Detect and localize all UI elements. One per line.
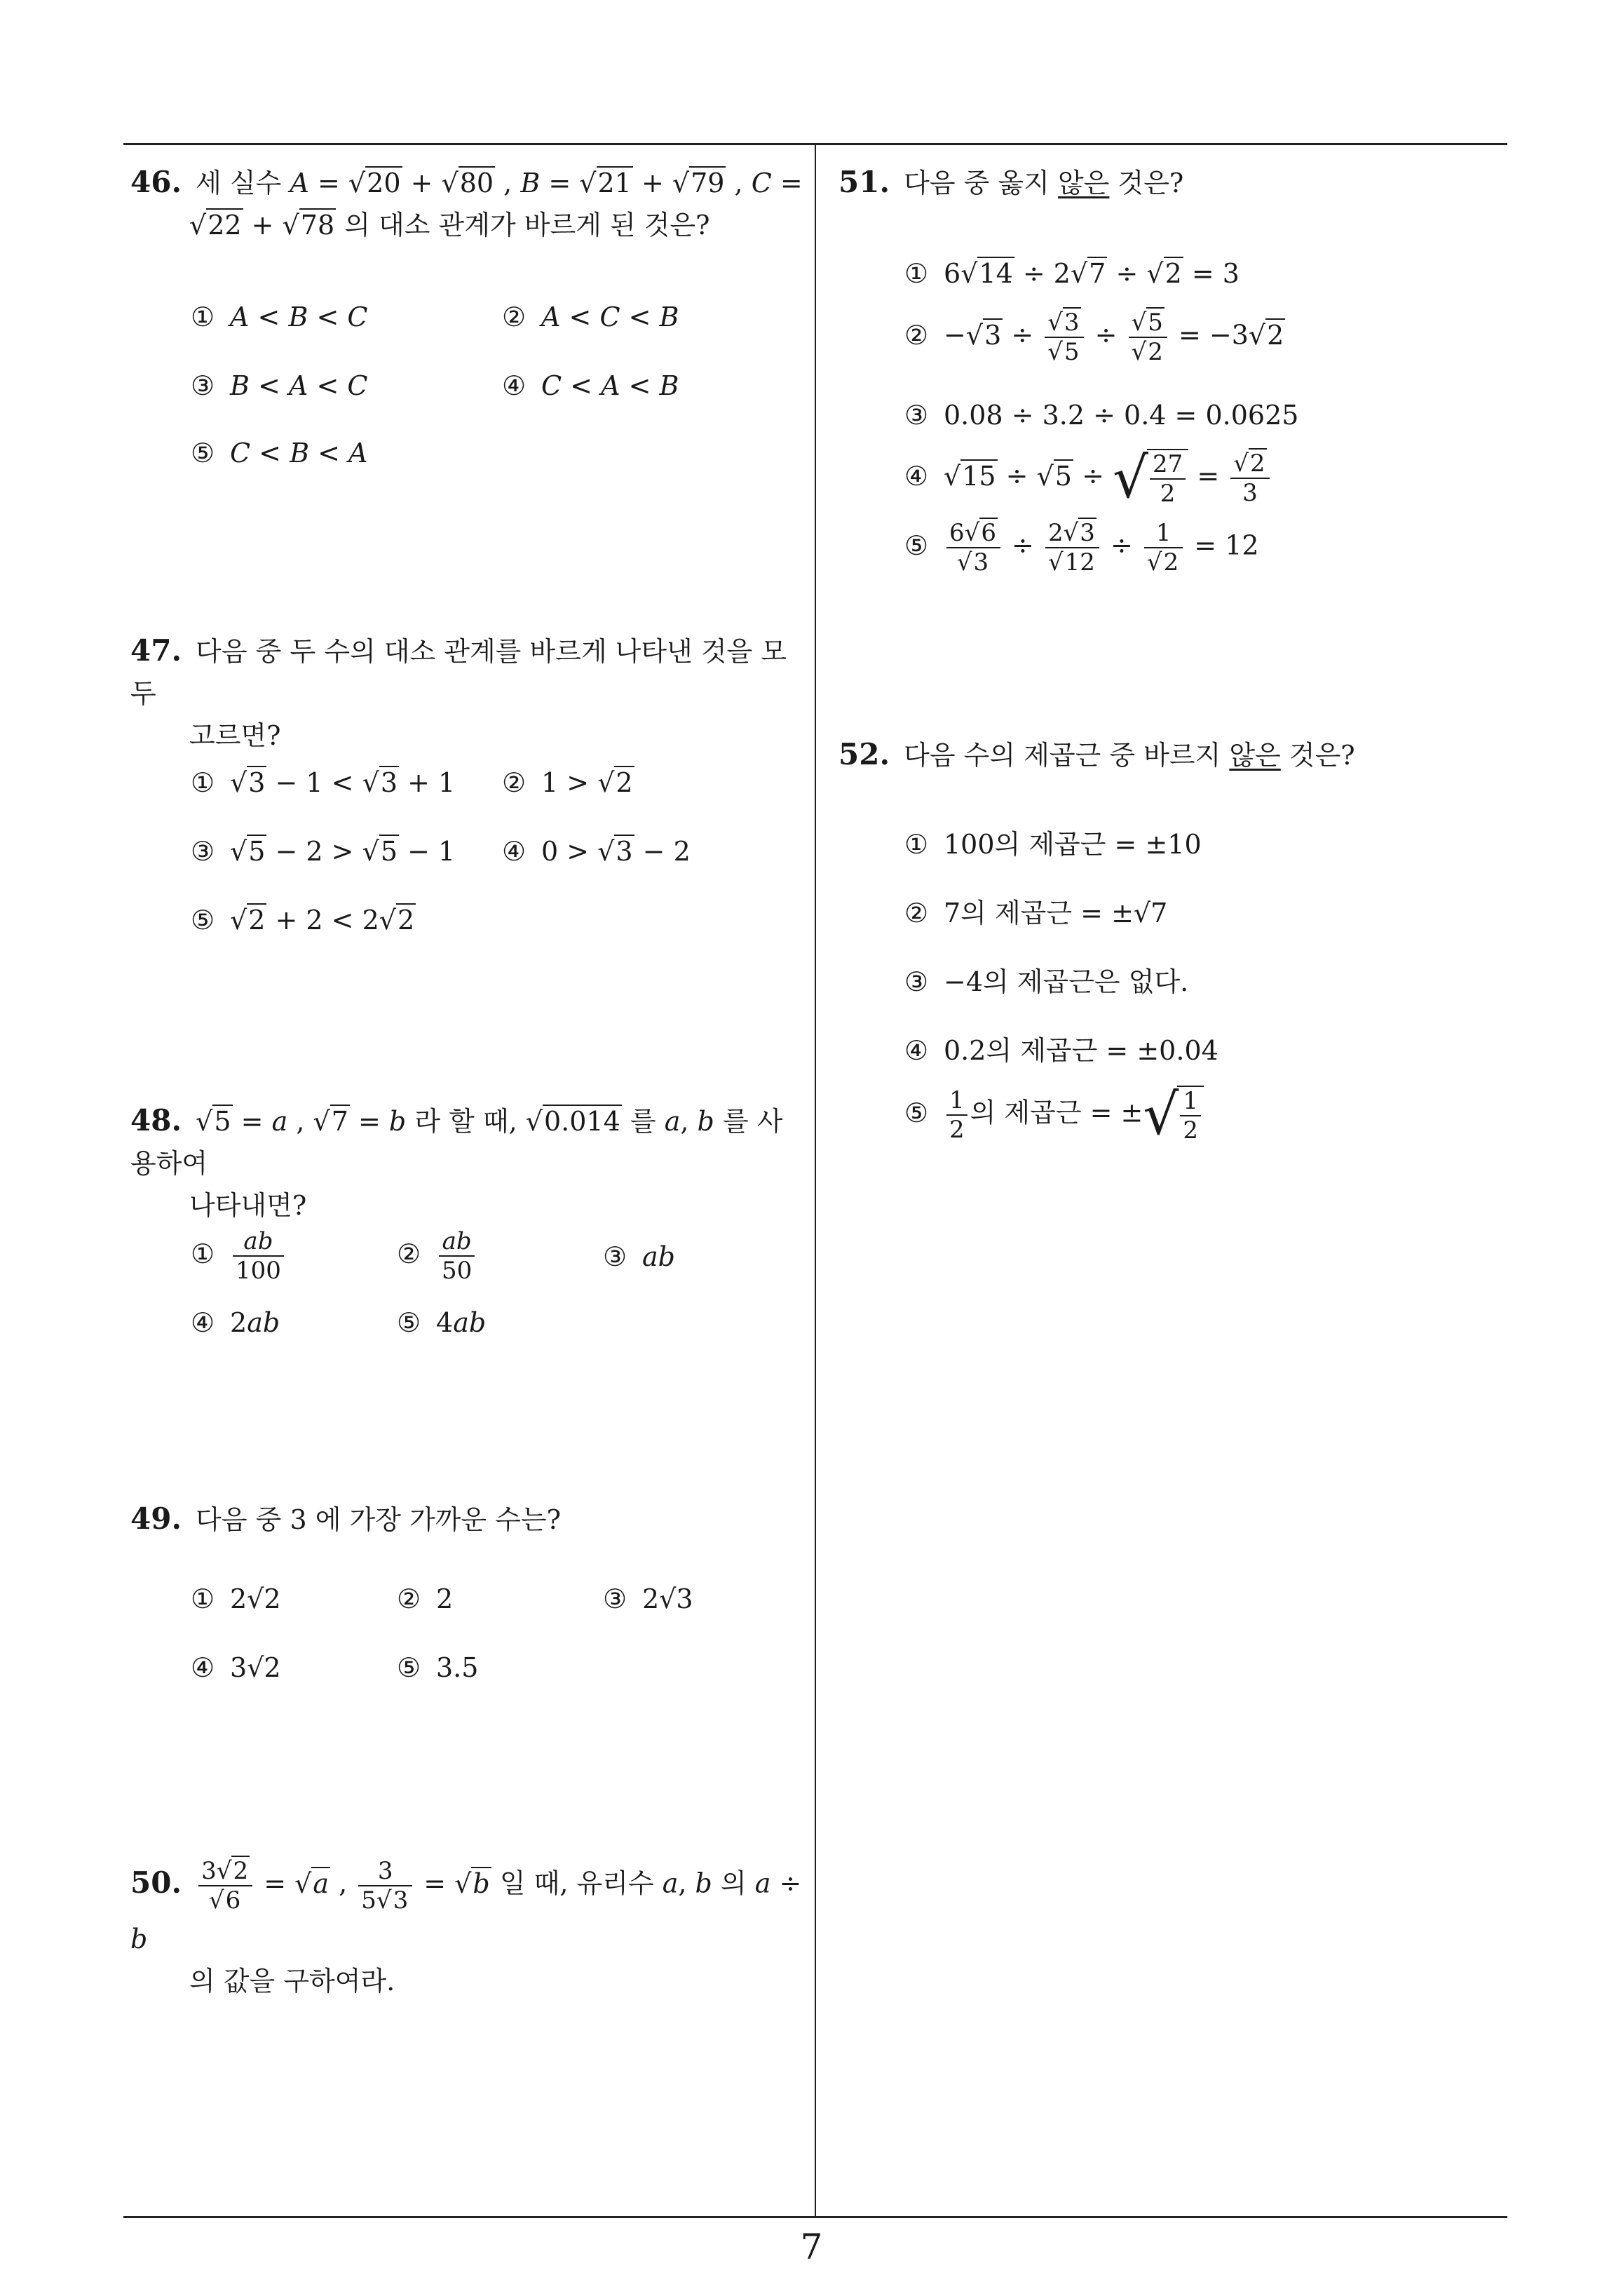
question-stem-end: 의 대소 관계가 바르게 된 것은? [344, 210, 710, 241]
question-stem: 다음 중 옳지 [904, 168, 1050, 198]
option-3[interactable]: ③ ab [603, 1241, 675, 1272]
option-3[interactable]: ③√ 5 − 2 > √ 5 − 1 [191, 835, 455, 868]
question-number: 51. [838, 165, 890, 199]
question-stem-2: 의 값을 구하여라. [189, 1966, 395, 1997]
option-3[interactable]: ③ −4의 제곱근은 없다. [904, 966, 1189, 997]
option-2[interactable]: ② A < C < B [502, 302, 679, 332]
question-number: 47. [130, 633, 182, 668]
option-5[interactable]: ⑤√ 2 + 2 < 2√ 2 [191, 903, 416, 937]
option-1[interactable]: ① 6√ 14 ÷ 2√ 7 ÷ √ 2 = 3 [904, 257, 1240, 290]
column-divider [815, 144, 816, 2217]
option-1[interactable]: ① $\frac{ab}{100}$ [191, 1227, 287, 1285]
question-number: 49. [130, 1501, 182, 1536]
option-5[interactable]: ⑤ 6√ 6 √ 3 ÷ 2√ 3 √ 12 ÷ 1 √ 2 = 12 [904, 519, 1259, 576]
option-1[interactable]: ①√ 3 − 1 < √ 3 + 1 [191, 766, 455, 799]
option-5[interactable]: ⑤ 4ab [397, 1307, 487, 1338]
question-50: 50. 3√ 2 √ 6 = √ a , $\frac{3}{5√ 3}$ = √ b 일 때, 유리수 a, b 의 a ÷ b 의 값을 구하여라. [130, 1857, 808, 1999]
option-4[interactable]: ④ 0 > √ 3 − 2 [502, 835, 691, 868]
question-52: 52. 다음 수의 제곱근 중 바르지 않은 것은? [838, 737, 1355, 771]
question-stem: 다음 중 두 수의 대소 관계를 바르게 나타낸 것을 모두 [130, 636, 787, 709]
question-number: 48. [130, 1103, 182, 1137]
bottom-rule [123, 2216, 1507, 2218]
option-1[interactable]: ① A < B < C [191, 302, 368, 332]
option-4[interactable]: ④ 2ab [191, 1307, 280, 1338]
question-51: 51. 다음 중 옳지 않은 것은? [838, 165, 1184, 199]
question-stem: 세 실수 [196, 168, 282, 198]
option-4[interactable]: ④√ 15 ÷ √ 5 ÷ √ $\frac{27}{2}$ = √ $\frac{2}{3}$ [904, 449, 1272, 508]
option-1[interactable]: ① 2√2 [191, 1583, 281, 1614]
question-49 [130, 1498, 808, 1541]
question-stem: 라 할 때, [414, 1106, 517, 1137]
option-4[interactable]: ④ 0.2의 제곱근 = ±0.04 [904, 1035, 1218, 1066]
option-3[interactable]: ③ 0.08 ÷ 3.2 ÷ 0.4 = 0.0625 [904, 400, 1299, 431]
option-2[interactable]: ② 7의 제곱근 = ±√7 [904, 898, 1168, 928]
option-5[interactable]: ⑤ $\frac{1}{2}$ 의 제곱근 = ± √ $\frac{1}{2}$ [904, 1086, 1204, 1144]
option-5[interactable]: ⑤ 3.5 [397, 1652, 479, 1683]
question-stem: 일 때, 유리수 [499, 1868, 654, 1899]
question-47 [130, 630, 808, 757]
question-stem-2: 고르면? [189, 720, 281, 751]
underlined-word: 않은 [1057, 168, 1110, 198]
option-3[interactable]: ③ 2√3 [603, 1583, 693, 1614]
option-2[interactable]: ② −√ 3 ÷ √ 3 √ 5 ÷ √ 5 √ 2 = −3√ 2 [904, 309, 1285, 366]
question-stem-2: 나타내면? [189, 1190, 307, 1221]
question-number: 50. [130, 1865, 182, 1900]
page-number: 7 [800, 2227, 823, 2267]
option-3[interactable]: ③ B < A < C [191, 370, 368, 401]
question-stem: 다음 수의 제곱근 중 바르지 [904, 740, 1221, 771]
option-4[interactable]: ④ C < A < B [502, 370, 679, 401]
option-1[interactable]: ① 100의 제곱근 = ±10 [904, 829, 1202, 860]
question-48: 48. √ 5 = a , √ 7 = b 라 할 때, √ 0.014 를 a, b 를 사용하여 나타내면? [130, 1100, 808, 1227]
question-number: 46. [130, 165, 182, 199]
option-2[interactable]: ② 1 > √ 2 [502, 766, 634, 799]
option-5[interactable]: ⑤ C < B < A [191, 438, 368, 468]
option-2[interactable]: ② 2 [397, 1583, 454, 1614]
question-number: 52. [838, 737, 890, 771]
underlined-word: 않은 [1229, 740, 1281, 771]
option-2[interactable]: ② $\frac{ab}{50}$ [397, 1227, 477, 1285]
option-4[interactable]: ④ 3√2 [191, 1652, 281, 1683]
question-stem: 다음 중 3 에 가장 가까운 수는? [196, 1504, 561, 1535]
question-46: 46. 세 실수 A = √ 20 + √ 80 , B = √ 21 + √ 79 , C = √ 22 + √ 78 의 대소 관계가 바르게 된 것은? [130, 161, 808, 246]
